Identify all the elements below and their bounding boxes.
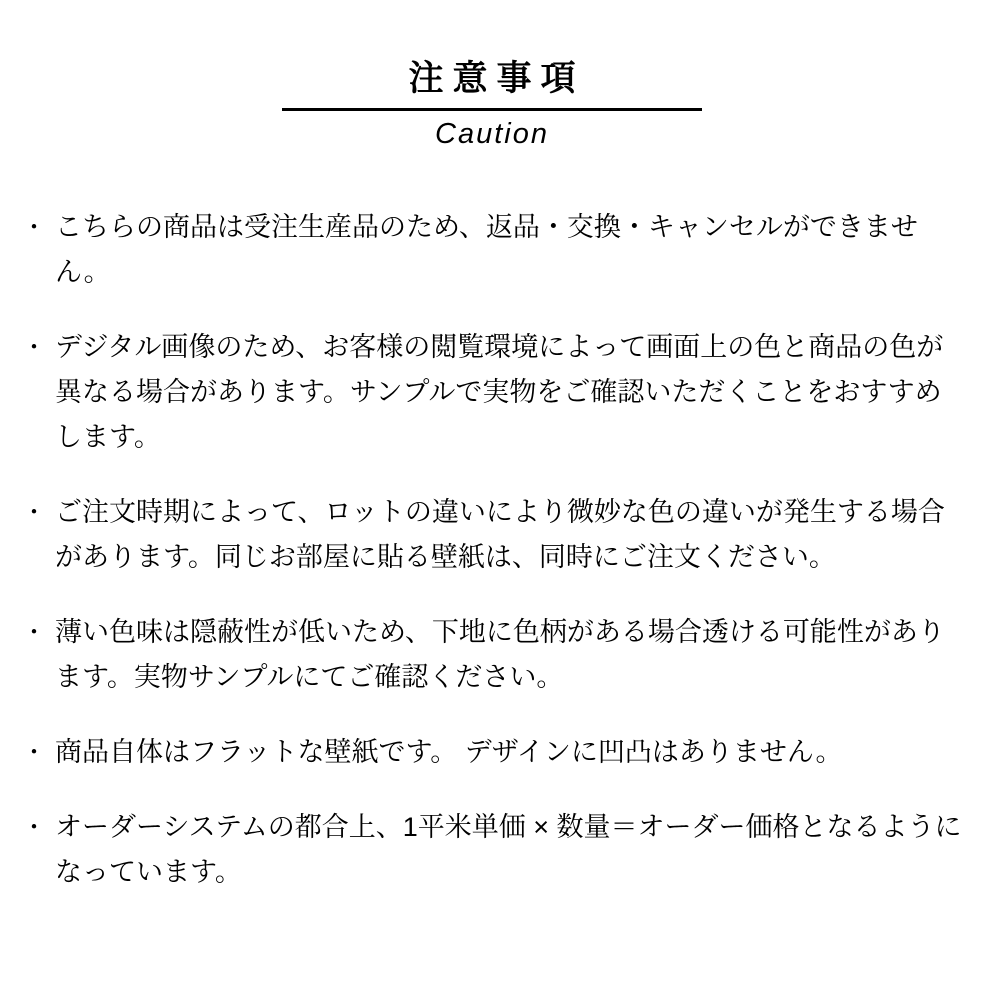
caution-item xyxy=(22,730,962,775)
caution-item xyxy=(22,490,962,580)
caution-item xyxy=(22,205,962,295)
bullet-dot-icon: ・ xyxy=(22,619,46,647)
page-title: 注意事項 xyxy=(408,59,585,98)
bullet-dot-icon: ・ xyxy=(22,334,46,362)
bullet-dot-icon: ・ xyxy=(22,739,46,767)
title-divider xyxy=(282,108,702,111)
page-subtitle: Caution xyxy=(435,118,549,150)
caution-item-text: ご注文時期によって、ロットの違いにより微妙な色の違いが発生する場合があります。同じお部屋に貼る壁紙は、同時にご注文ください。 xyxy=(55,497,945,573)
caution-item xyxy=(22,325,962,460)
caution-item-text: こちらの商品は受注生産品のため、返品・交換・キャンセルができません。 xyxy=(55,212,918,288)
caution-list xyxy=(22,205,962,895)
header xyxy=(22,58,962,151)
bullet-dot-icon: ・ xyxy=(22,214,46,242)
caution-item-text: 商品自体はフラットな壁紙です。 デザインに凹凸はありません。 xyxy=(55,737,843,768)
bullet-dot-icon: ・ xyxy=(22,499,46,527)
caution-item-text: 薄い色味は隠蔽性が低いため、下地に色柄がある場合透ける可能性があります。実物サンプルにてご確認ください。 xyxy=(55,617,945,693)
caution-item-text: オーダーシステムの都合上、1平米単価 × 数量＝オーダー価格となるようになっています。 xyxy=(55,812,962,888)
caution-item-text: デジタル画像のため、お客様の閲覧環境によって画面上の色と商品の色が異なる場合があります。サンプルで実物をご確認いただくことをおすすめします。 xyxy=(55,332,944,453)
caution-item xyxy=(22,610,962,700)
caution-item xyxy=(22,805,962,895)
bullet-dot-icon: ・ xyxy=(22,814,46,842)
